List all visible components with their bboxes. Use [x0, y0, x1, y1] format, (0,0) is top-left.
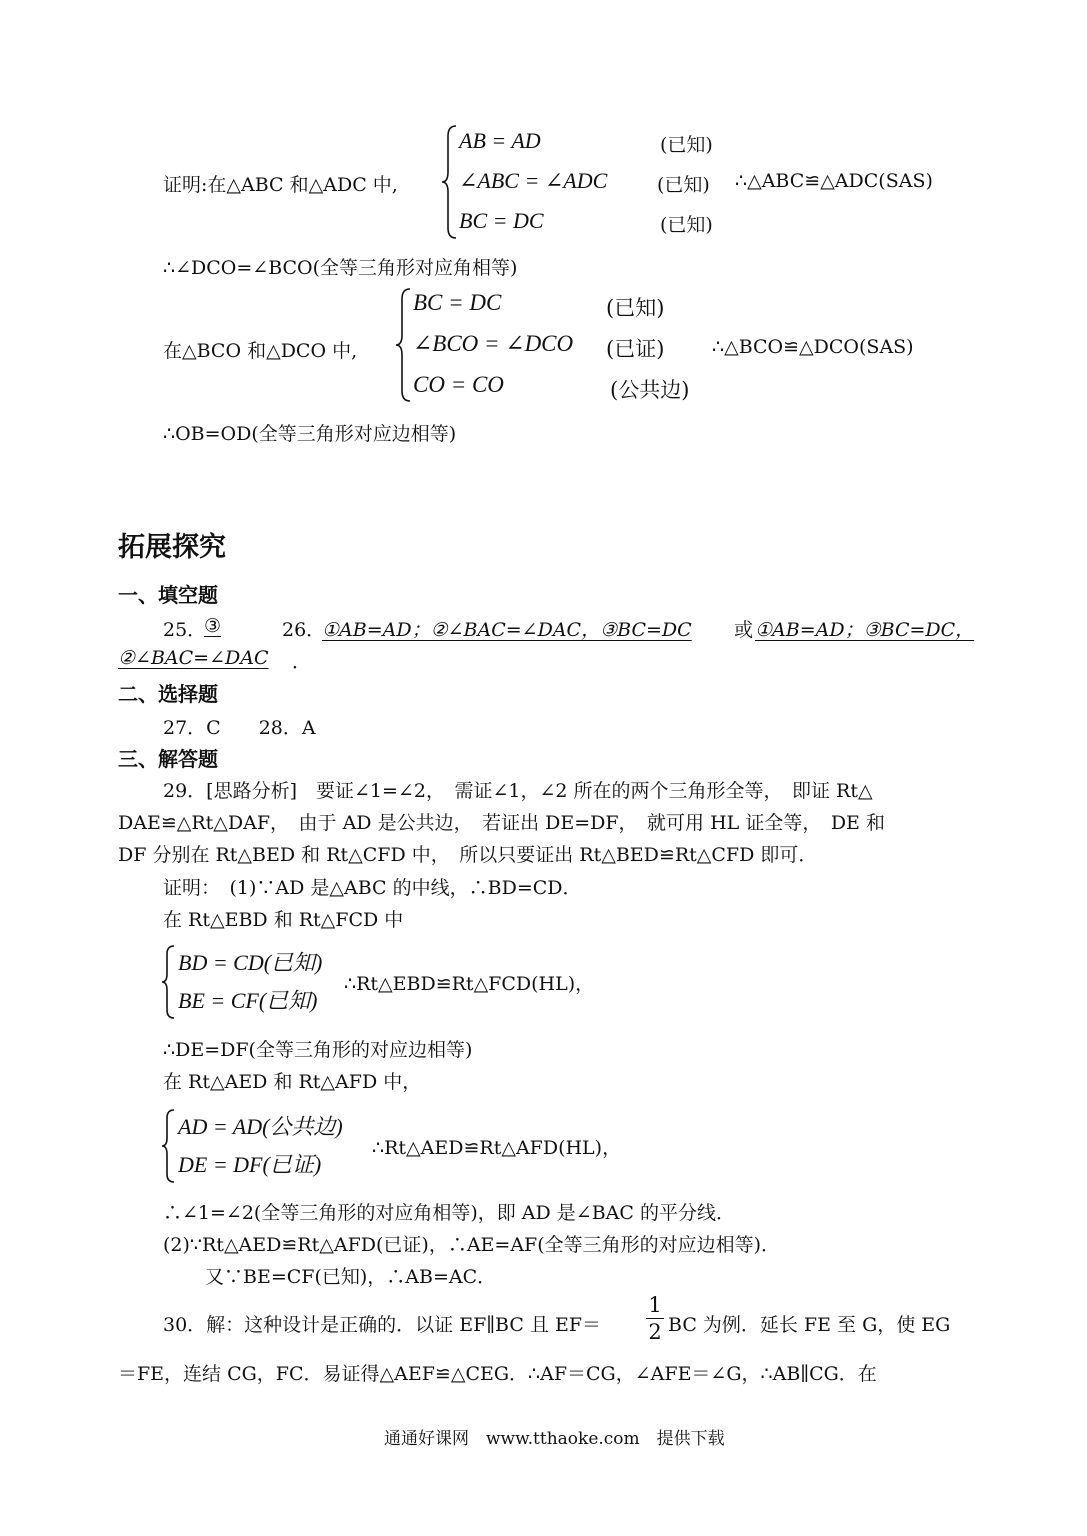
- system1-row2: BE = CF(已知): [178, 988, 318, 1013]
- part2-heading: 二、选择题: [118, 682, 218, 706]
- q29-in-1: 在 Rt△EBD 和 Rt△FCD 中: [163, 909, 404, 931]
- q30-line-2: ＝FE，连结 CG，FC．易证得△AEF≌△CEG．∴AF＝CG，∠AFE＝∠G，∴AB∥CG．在: [118, 1363, 877, 1385]
- q29-then-2: ∴∠1=∠2(全等三角形的对应角相等)，即 AD 是∠BAC 的平分线．: [163, 1202, 735, 1224]
- brace-icon: [440, 124, 460, 240]
- system2-row2: DE = DF(已证): [178, 1152, 322, 1177]
- proof1-row3-expr: BC = DC: [459, 208, 544, 233]
- proof2-row1-reason: (已知): [606, 296, 665, 320]
- q29-part2-b: 又∵BE=CF(已知)，∴AB=AC．: [205, 1266, 497, 1288]
- proof1-row3-reason: (已知): [660, 214, 713, 236]
- proof1-row1-reason: (已知): [660, 134, 713, 156]
- q25-number: 25．: [163, 619, 207, 641]
- part3-heading: 三、解答题: [118, 747, 218, 771]
- proof1-row2-expr: ∠ABC = ∠ADC: [459, 168, 608, 193]
- q26-answer-c: ②∠BAC=∠DAC: [118, 647, 269, 669]
- proof1-intro: 证明:在△ABC 和△ADC 中,: [163, 174, 398, 196]
- q29-part2-a: (2)∵Rt△AED≌Rt△AFD(已证)，∴AE=AF(全等三角形的对应边相等)．: [163, 1234, 781, 1256]
- q29-then-1: ∴DE=DF(全等三角形的对应边相等): [163, 1039, 473, 1061]
- q25-answer: ③: [204, 615, 222, 637]
- q30-line-1-post: BC 为例．延长 FE 至 G，使 EG: [668, 1314, 951, 1336]
- q26-end: ．: [292, 651, 312, 673]
- q29-in-2: 在 Rt△AED 和 Rt△AFD 中，: [163, 1071, 422, 1093]
- proof1-row2-reason: (已知): [657, 174, 710, 196]
- proof2-intro: 在△BCO 和△DCO 中,: [163, 340, 358, 362]
- proof2-row3-reason: (公共边): [610, 378, 690, 402]
- system2-row1: AD = AD(公共边): [178, 1114, 343, 1139]
- proof1-after: ∴∠DCO=∠BCO(全等三角形对应角相等): [163, 257, 518, 279]
- q29-proof-1: 证明： (1)∵AD 是△ABC 的中线，∴BD=CD．: [163, 877, 582, 899]
- q26-number: 26．: [282, 619, 326, 641]
- part1-heading: 一、填空题: [118, 583, 218, 607]
- q29-line-1: 29．[思路分析] 要证∠1=∠2， 需证∠1，∠2 所在的两个三角形全等， 即证 Rt△: [163, 780, 873, 802]
- fraction-denominator: 2: [648, 1320, 662, 1344]
- brace-icon: [394, 287, 414, 403]
- page-footer: 通通好课网 www.tthaoke.com 提供下载: [384, 1429, 725, 1449]
- q26-or: 或: [734, 619, 754, 641]
- proof2-row2-reason: (已证): [606, 337, 665, 361]
- system1-conclusion: ∴Rt△EBD≌Rt△FCD(HL)，: [344, 973, 595, 995]
- proof2-row2-expr: ∠BCO = ∠DCO: [413, 331, 574, 356]
- proof2-row3-expr: CO = CO: [413, 372, 504, 397]
- part2-answers: 27．C 28．A: [163, 717, 316, 739]
- q29-line-2: DAE≌△Rt△DAF， 由于 AD 是公共边， 若证出 DE=DF， 就可用 HL 证全等， DE 和: [118, 812, 885, 834]
- system1-row1: BD = CD(已知): [178, 950, 323, 975]
- brace-icon: [160, 1108, 178, 1184]
- section-title: 拓展探究: [118, 532, 226, 563]
- q29-line-3: DF 分别在 Rt△BED 和 Rt△CFD 中， 所以只要证出 Rt△BED≌Rt△CFD 即可．: [118, 844, 818, 866]
- proof2-row1-expr: BC = DC: [413, 290, 502, 315]
- proof2-after: ∴OB=OD(全等三角形对应边相等): [163, 423, 457, 445]
- q26-answer-a: ①AB=AD；②∠BAC=∠DAC，③BC=DC: [322, 619, 692, 641]
- brace-icon: [160, 944, 178, 1020]
- proof1-conclusion: ∴△ABC≌△ADC(SAS): [735, 170, 933, 192]
- system2-conclusion: ∴Rt△AED≌Rt△AFD(HL)，: [372, 1137, 622, 1159]
- proof2-conclusion: ∴△BCO≌△DCO(SAS): [712, 336, 914, 358]
- q26-answer-b: ①AB=AD；③BC=DC，: [755, 619, 975, 641]
- fraction-numerator: 1: [648, 1293, 662, 1317]
- fraction-one-half: [646, 1294, 664, 1343]
- proof1-row1-expr: AB = AD: [459, 128, 541, 153]
- q30-line-1-pre: 30．解：这种设计是正确的．以证 EF∥BC 且 EF＝: [163, 1314, 602, 1336]
